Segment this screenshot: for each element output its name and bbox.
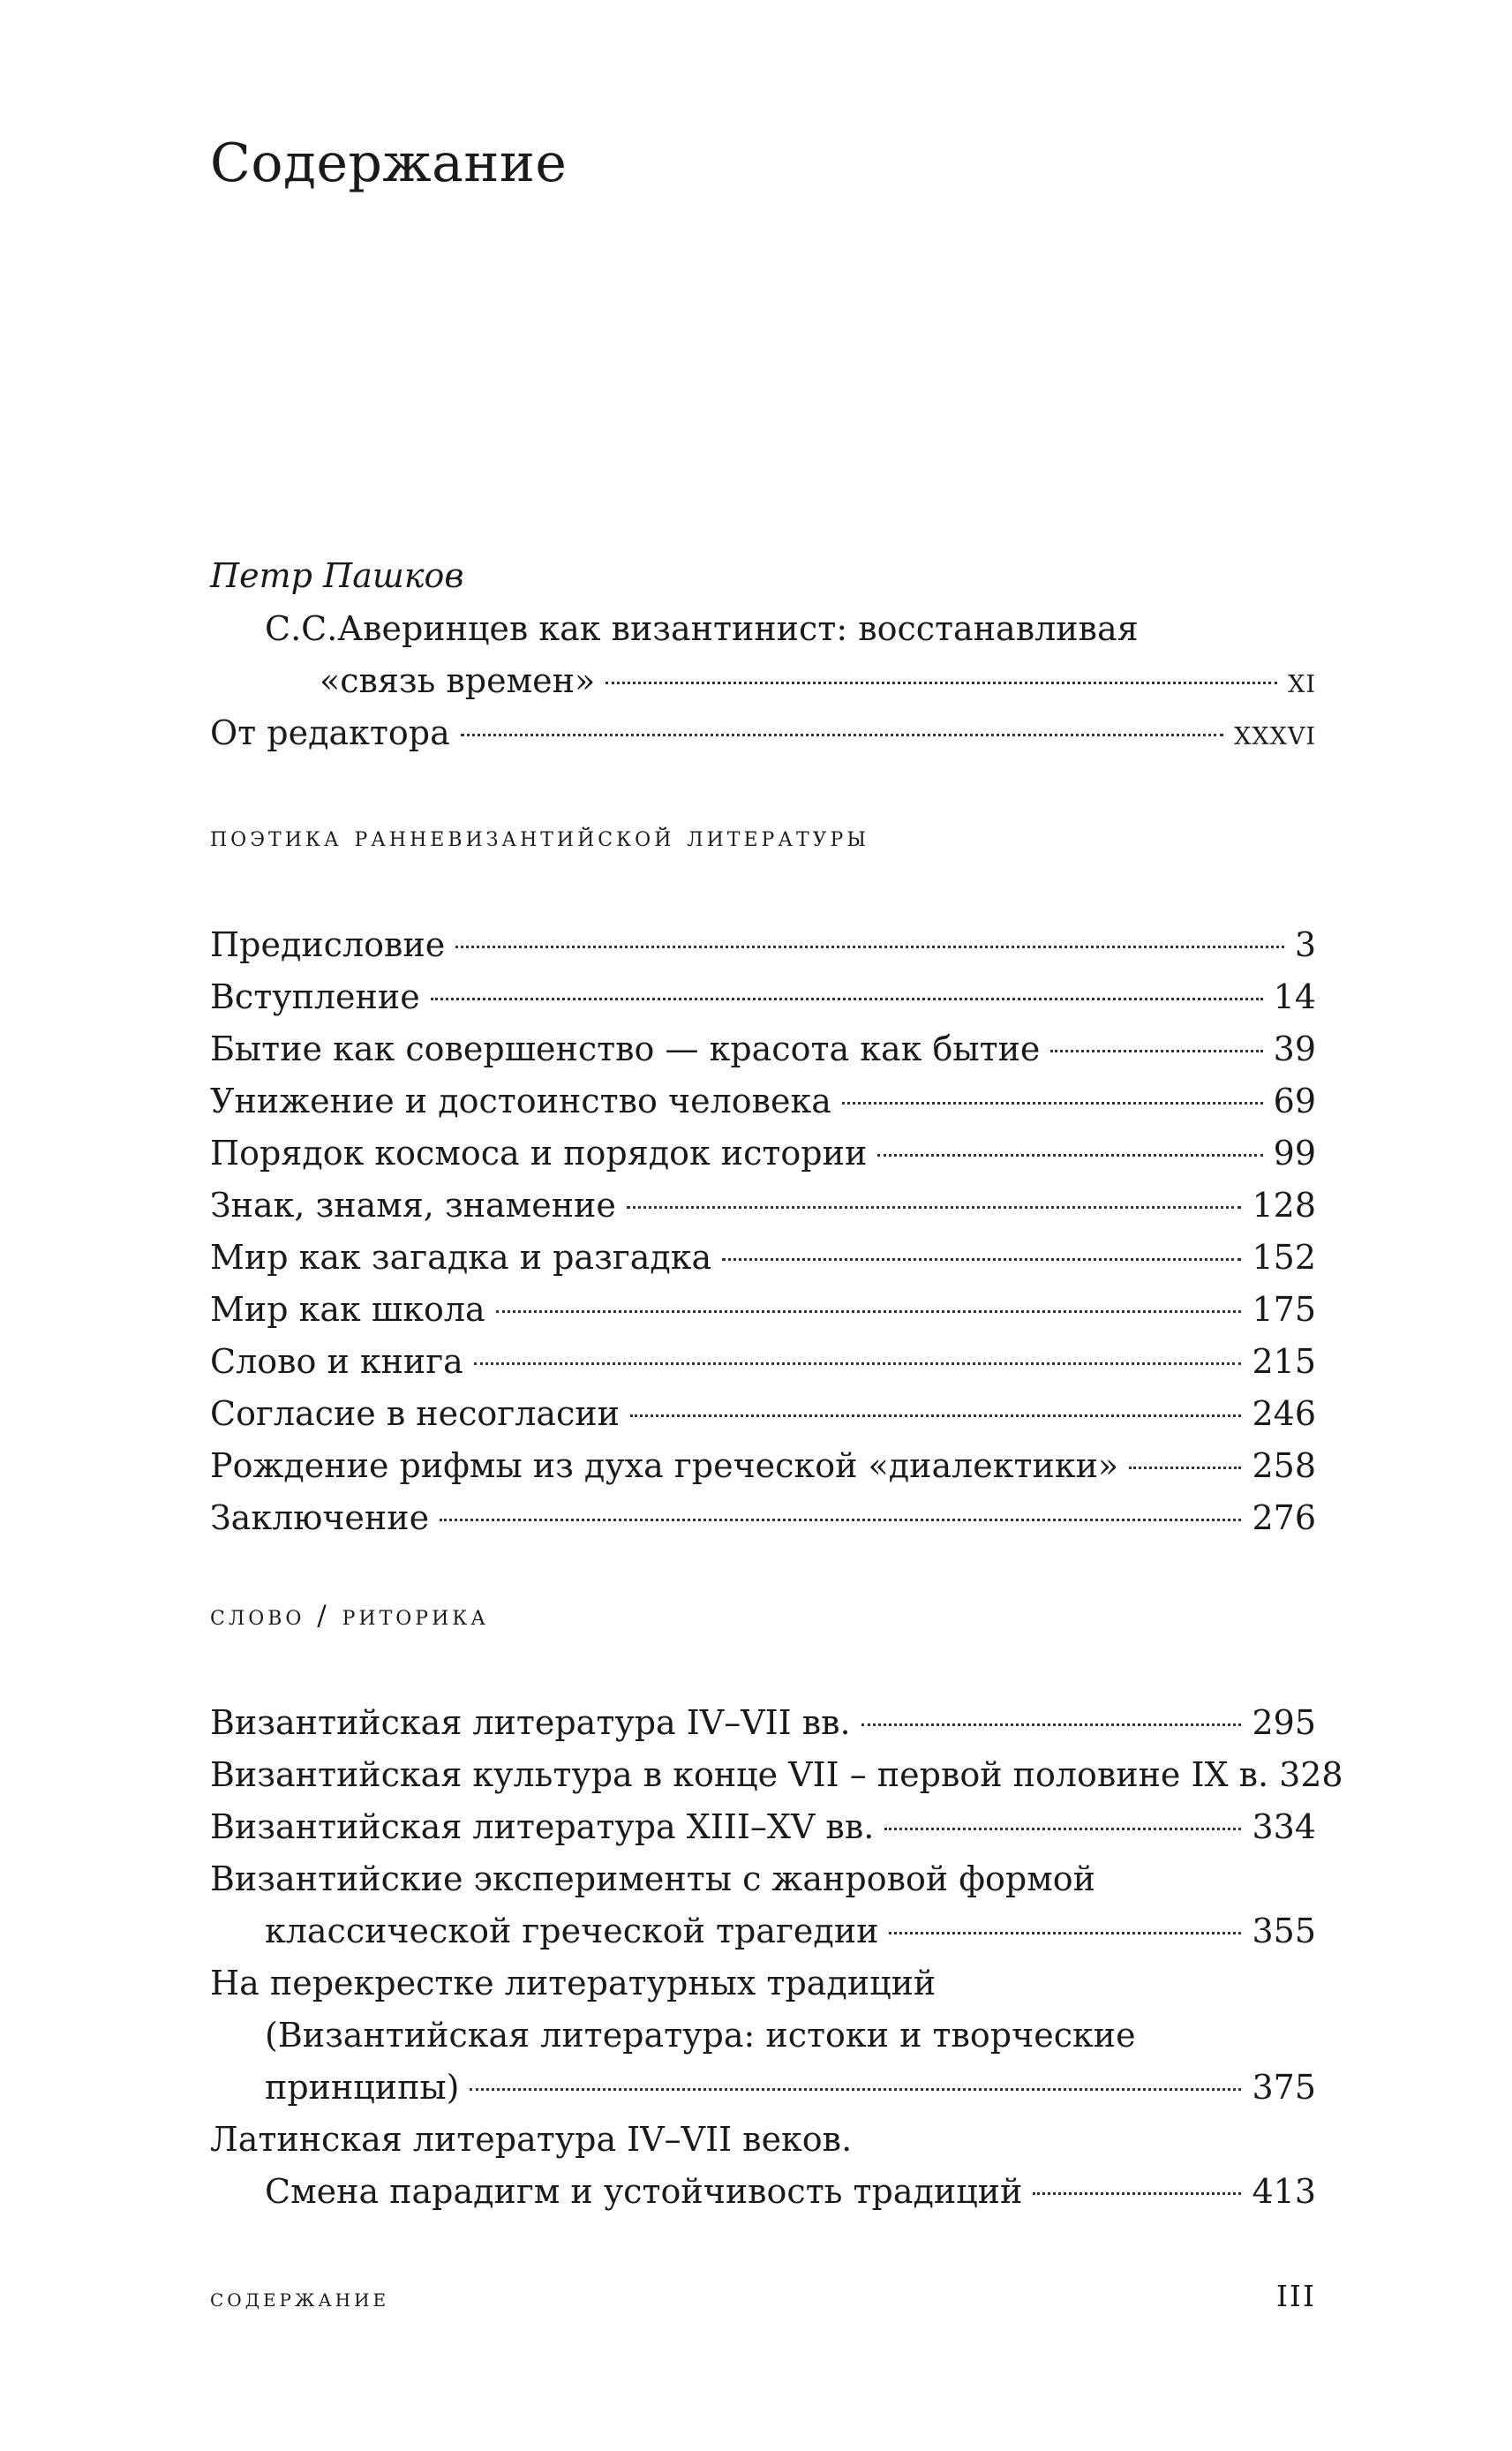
toc-entry-page: 175 [1252,1290,1316,1329]
toc-entry[interactable] [210,1336,1316,1388]
toc-entry-title: От редактора [210,713,450,752]
toc-entry-page: 375 [1252,2068,1316,2107]
running-head: содержание [210,2282,390,2312]
toc-entry-line1: Византийские эксперименты с жанровой формой [210,1859,1095,1898]
toc-entry-line1: На перекрестке литературных традиций [210,1964,937,2002]
section-heading-rhetoric: слово / риторика [210,1600,489,1632]
leader-dots [440,1519,1241,1521]
toc-entry[interactable] [210,971,1316,1023]
toc-entry-page: 295 [1252,1703,1316,1742]
toc-entry[interactable] [210,1801,1316,1853]
leader-dots [1050,1050,1262,1052]
leader-dots [884,1828,1241,1830]
toc-entry[interactable] [210,2062,1316,2114]
toc-entry-page: 39 [1273,1029,1316,1068]
toc-entry-page: 128 [1252,1186,1316,1225]
toc-entry-title: Согласие в несогласии [210,1394,620,1433]
essay-title-line1: С.С.Аверинцев как византинист: восстанавливая [265,609,1139,648]
toc-entry-title: классической греческой трагедии [265,1912,879,1950]
toc-entry-editor[interactable] [210,707,1316,759]
toc-entry-title: Византийская литература XIII–XV вв. [210,1807,875,1846]
toc-entry[interactable] [210,1075,1316,1127]
toc-entry-line1: Латинская литература IV–VII веков. [210,2120,853,2159]
leader-dots [470,2088,1241,2091]
leader-dots [842,1102,1263,1105]
author-name: Петр Пашков [210,556,464,595]
toc-entry-title: Рождение рифмы из духа греческой «диалектики» [210,1446,1119,1485]
toc-entry-title: Византийская культура в конце VII – первой половине IX в. [210,1755,1269,1794]
leader-dots [474,1362,1242,1365]
toc-entry[interactable] [210,1440,1316,1492]
section-poetics-list [210,919,1316,1544]
toc-entry[interactable] [210,1023,1316,1075]
page-title: Содержание [210,132,568,194]
toc-entry-page: 152 [1252,1238,1316,1277]
toc-entry[interactable] [210,919,1316,971]
toc-entry-page: 355 [1252,1912,1316,1950]
leader-dots [431,998,1263,1000]
leader-dots [627,1206,1242,1209]
toc-entry[interactable] [210,1388,1316,1440]
toc-entry-page: 276 [1252,1498,1316,1537]
toc-entry-title: Вступление [210,977,420,1016]
toc-entry-page: 69 [1273,1082,1316,1120]
leader-dots [1129,1467,1241,1469]
toc-entry-title: Слово и книга [210,1342,463,1381]
toc-entry[interactable] [210,1749,1343,1801]
toc-entry-title: Смена парадигм и устойчивость традиций [265,2172,1023,2211]
leader-dots [630,1414,1242,1417]
toc-entry-page: 413 [1252,2172,1316,2211]
leader-dots [722,1258,1241,1261]
toc-entry[interactable] [210,2166,1316,2218]
toc-entry[interactable] [210,1232,1316,1284]
toc-entry-page: 328 [1279,1755,1343,1794]
toc-entry-title: Византийская литература IV–VII вв. [210,1703,851,1742]
toc-entry-title: Мир как школа [210,1290,485,1329]
toc-entry-title: Бытие как совершенство — красота как бытие [210,1029,1041,1068]
toc-entry-page: 215 [1252,1342,1316,1381]
leader-dots [461,734,1223,736]
toc-entry-essay[interactable] [210,655,1316,707]
toc-entry-title: принципы) [265,2068,460,2107]
toc-entry[interactable] [210,1905,1316,1957]
toc-entry[interactable] [210,1697,1316,1749]
leader-dots [606,682,1277,684]
toc-entry[interactable] [210,1127,1316,1180]
toc-entry-page: 246 [1252,1394,1316,1433]
toc-entry-page: 258 [1252,1446,1316,1485]
page-number: III [1275,2279,1316,2313]
toc-entry[interactable] [210,1284,1316,1336]
toc-entry-line2: (Византийская литература: истоки и творческие [265,2016,1136,2055]
section-heading-poetics: поэтика ранневизантийской литературы [210,821,869,853]
leader-dots [861,1723,1242,1726]
toc-entry-title: «связь времен» [320,661,596,700]
toc-entry-page: 3 [1294,925,1316,964]
toc-entry[interactable] [210,1180,1316,1232]
toc-entry-title: Знак, знамя, знамение [210,1186,616,1225]
toc-entry-title: Унижение и достоинство человека [210,1082,831,1120]
leader-dots [496,1310,1242,1313]
toc-entry-page: 99 [1273,1134,1316,1173]
leader-dots [877,1154,1262,1157]
leader-dots [1033,2192,1241,2195]
leader-dots [455,946,1284,948]
toc-entry-title: Предисловие [210,925,446,964]
toc-entry-page: 14 [1273,977,1316,1016]
toc-entry-title: Мир как загадка и разгадка [210,1238,712,1277]
toc-entry-title: Порядок космоса и порядок истории [210,1134,868,1173]
toc-entry-title: Заключение [210,1498,430,1537]
toc-entry-page: 334 [1252,1807,1316,1846]
section-rhetoric-list [210,1697,1343,2218]
leader-dots [889,1932,1241,1934]
intro-block [210,603,1316,759]
toc-entry-page: xi [1288,661,1316,700]
toc-entry-page: xxxvi [1234,713,1316,752]
toc-entry[interactable] [210,1492,1316,1544]
